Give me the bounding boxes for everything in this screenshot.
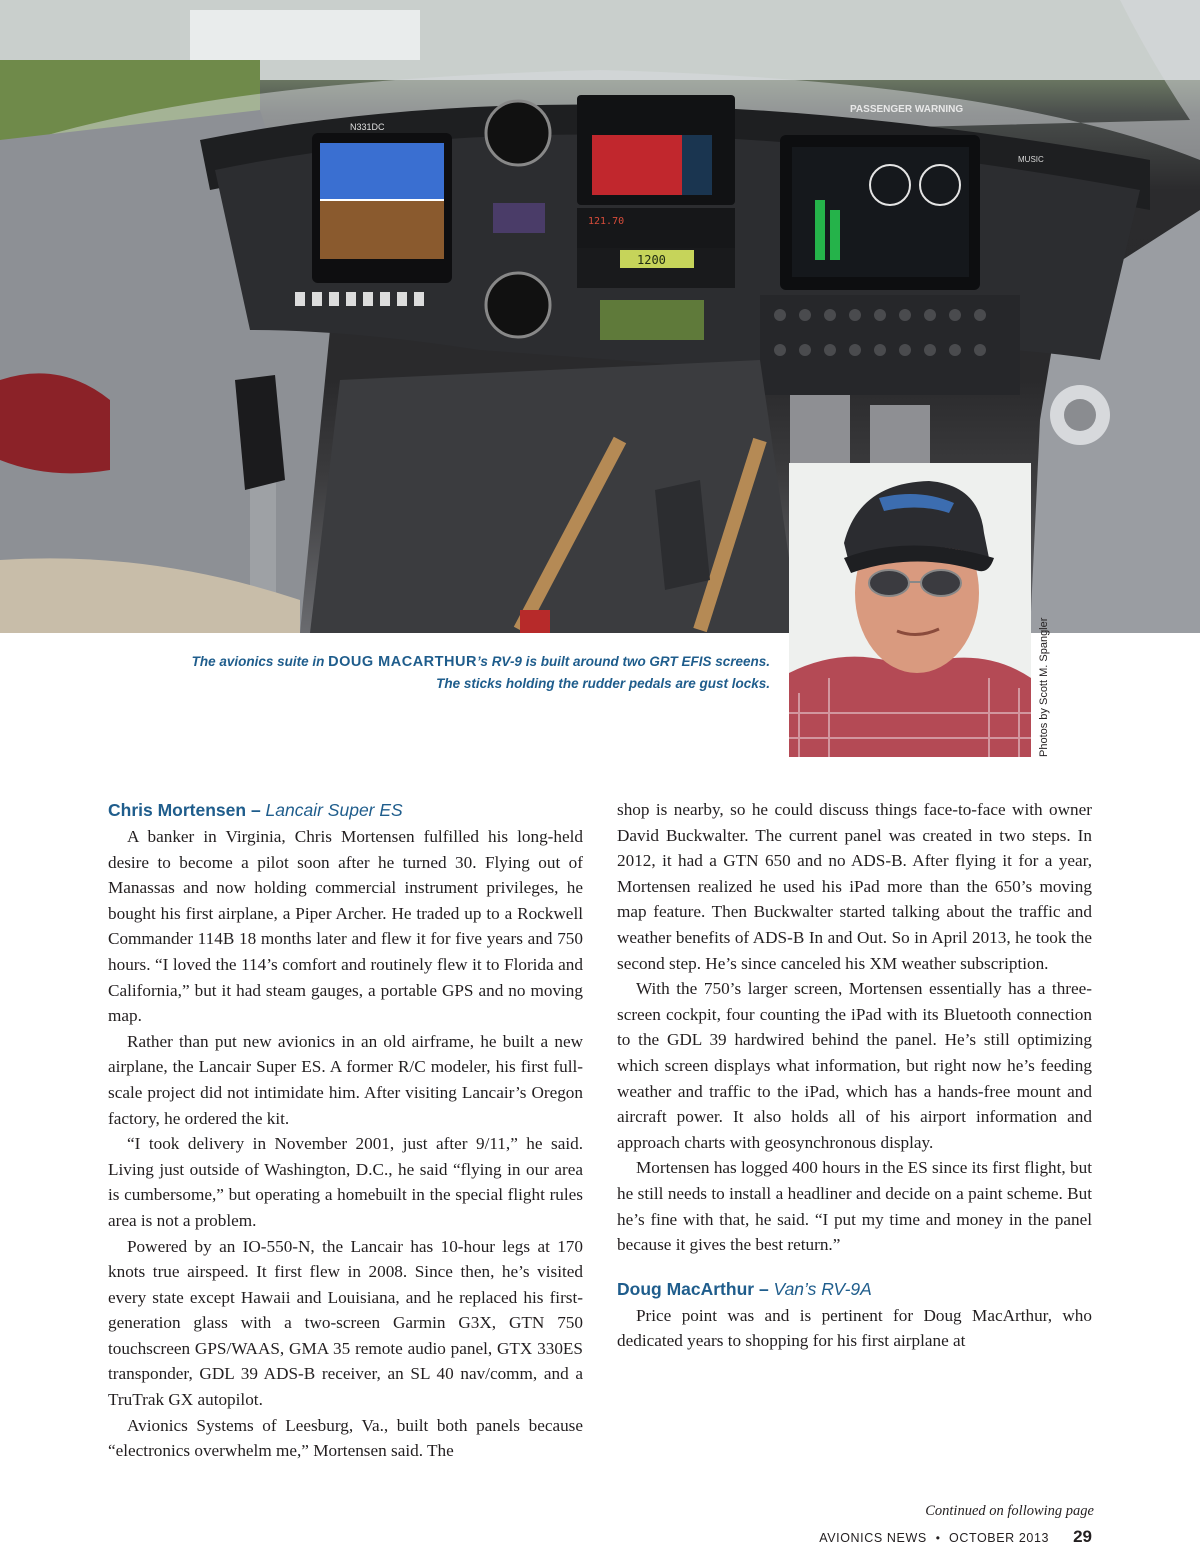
portrait-illustration [789, 463, 1031, 757]
issue-date: OCTOBER 2013 [949, 1531, 1050, 1545]
paragraph: “I took delivery in November 2001, just after 9/11,” he said. Living just outside of Washington, D.C., he said “flying in our area is cumbersome,” but operating a homebuilt in the special flight rules area is not a problem. [108, 1134, 583, 1230]
section-heading-name: Chris Mortensen – [108, 800, 266, 820]
com-frequency: 121.70 [588, 216, 625, 227]
paragraph: A banker in Virginia, Chris Mortensen fulfilled his long-held desire to become a pilot soon after he turned 30. Flying out of Manassas and now holding commercial instrument privileges, he bought his first airplane, a Piper Archer. He traded up to a Rockwell Commander 114B 18 months later and flew it for five years and 750 hours. “I loved the 114’s comfort and routinely flew it to Florida and California,” but it had steam gauges, a portable GPS and no moving map. [108, 827, 583, 1026]
caption-line-2: The sticks holding the rudder pedals are gust locks. [436, 676, 770, 691]
music-label: MUSIC [1018, 155, 1044, 164]
article-column-left [108, 797, 583, 1464]
photo-credit: Photos by Scott M. Spangler [1038, 617, 1050, 757]
page-footer [819, 1527, 1092, 1547]
paragraph: Price point was and is pertinent for Doug MacArthur, who dedicated years to shopping for his first airplane at [617, 1305, 1092, 1351]
footer-bullet: • [935, 1531, 940, 1545]
section-heading-aircraft: Lancair Super ES [265, 800, 403, 820]
caption-text-end: ’s RV-9 is built around two GRT EFIS screens. [476, 654, 770, 669]
section-heading-macarthur [617, 1276, 1092, 1302]
photo-caption [120, 651, 770, 694]
transponder-code: 1200 [637, 253, 666, 267]
caption-text-start: The avionics suite in [191, 654, 329, 669]
page-number: 29 [1073, 1527, 1092, 1546]
paragraph: Powered by an IO-550-N, the Lancair has 10-hour legs at 170 knots true airspeed. It first flew in 2008. Since then, he’s visited every state except Hawaii and Louisiana, and he replaced his first-generation glass with a two-screen Garmin G3X, GTN 750 touchscreen GPS/WAAS, GMA 35 remote audio panel, GTX 330ES transponder, GDL 39 ADS-B receiver, an SL 40 nav/comm, and a TruTrak GX autopilot. [108, 1236, 583, 1410]
publication-name: AVIONICS NEWS [819, 1531, 927, 1545]
portrait-photo [789, 463, 1031, 757]
caption-name: DOUG MACARTHUR [328, 654, 477, 670]
paragraph: Mortensen has logged 400 hours in the ES since its first flight, but he still needs to install a headliner and decide on a paint scheme. But he’s fine with that, he said. “I put my time and money in the panel because it gives the best return.” [617, 1158, 1092, 1255]
section-heading-name: Doug MacArthur – [617, 1278, 774, 1299]
paragraph: Avionics Systems of Leesburg, Va., built both panels because “electronics overwhelm me,” Mortensen said. The [108, 1415, 583, 1461]
continued-note: Continued on following page [925, 1503, 1094, 1519]
section-spacer [617, 1258, 1092, 1276]
article-column-right [617, 797, 1092, 1354]
tail-number-label: N331DC [350, 122, 385, 132]
section-heading-aircraft: Van’s RV-9A [773, 1278, 872, 1299]
caption-line-1 [120, 651, 770, 673]
paragraph: shop is nearby, so he could discuss things face-to-face with owner David Buckwalter. The current panel was created in two steps. In 2012, it had a GTN 650 and no ADS-B. After flying it for a year, Mortensen realized he used his iPad more than the 650’s moving map feature. Then Buckwalter started talking about the traffic and weather benefits of ADS-B In and Out. So in April 2013, he took the second step. He’s since canceled his XM weather subscription. [617, 800, 1092, 973]
paragraph: Rather than put new avionics in an old airframe, he built a new airplane, the Lancair Super ES. A former R/C modeler, his first full-scale project did not intimidate him. After visiting Lancair’s Oregon factory, he ordered the kit. [108, 1031, 583, 1128]
paragraph: With the 750’s larger screen, Mortensen essentially has a three-screen cockpit, four counting the iPad with its Bluetooth connection to the GDL 39 hardwired behind the panel. He’s still optimizing which screen displays what information, but right now he’s feeding weather and traffic to the iPad, which has a hands-free mount and aircraft power. It also holds all of his airport information and approach charts with geosynchronous display. [617, 979, 1092, 1152]
passenger-warning-label: PASSENGER WARNING [850, 104, 964, 115]
section-heading-mortensen [108, 797, 583, 823]
